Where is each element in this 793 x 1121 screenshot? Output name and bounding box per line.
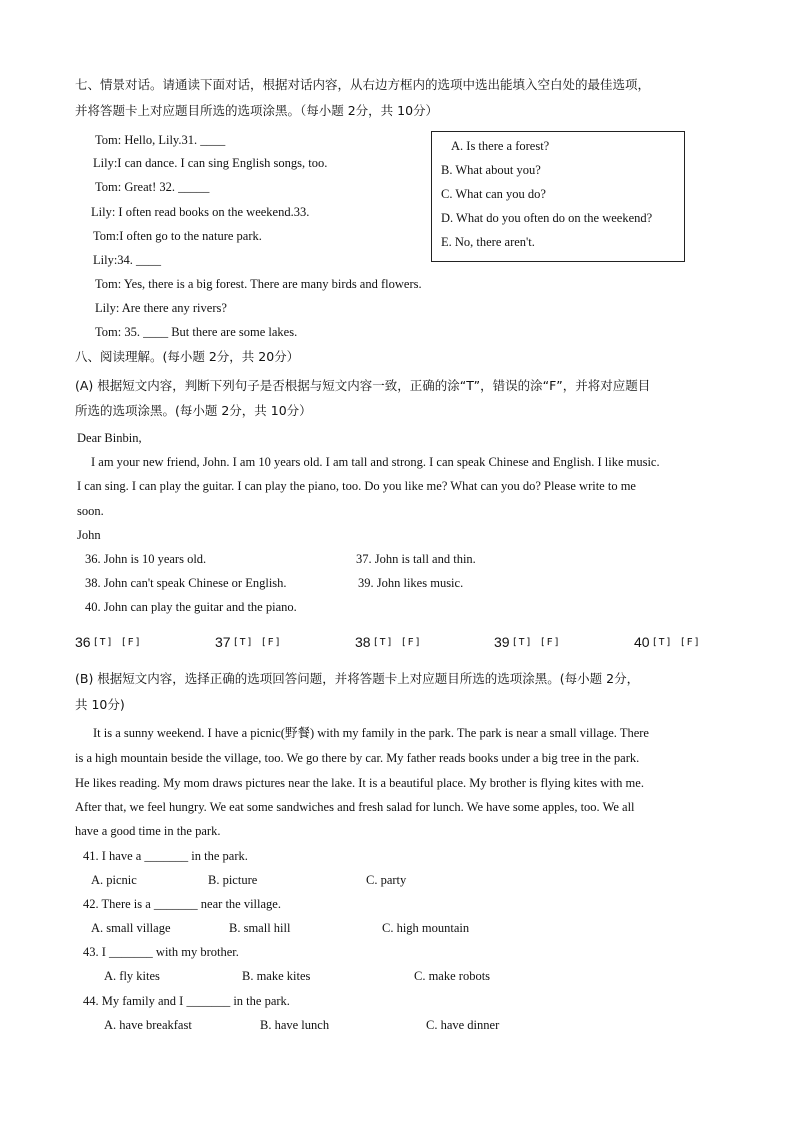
answer-card-number: 39 — [494, 634, 510, 650]
section7-heading-line2: 并将答题卡上对应题目所选的选项涂黑。（每小题 2分，共 10分） — [75, 103, 439, 118]
statement-40: 40. John can play the guitar and the piano. — [85, 600, 297, 614]
option-a: A. Is there a forest? — [451, 139, 550, 153]
letter-body-line: I am your new friend, John. I am 10 years old. I am tall and strong. I can speak Chinese and English. I like music. — [91, 455, 660, 469]
choice-42-c[interactable]: C. high mountain — [382, 921, 470, 935]
choice-43-b[interactable]: B. make kites — [242, 969, 311, 983]
answer-card-36[interactable] — [75, 634, 142, 652]
dialogue-line: Tom: Hello, Lily.31. ____ — [95, 133, 226, 147]
letter-greeting: Dear Binbin, — [77, 431, 142, 445]
question-42: 42. There is a _______ near the village. — [83, 897, 281, 911]
passage-line: After that, we feel hungry. We eat some sandwiches and fresh salad for lunch. We have some apples, too. We all — [75, 800, 635, 814]
letter-body-line: soon. — [77, 504, 104, 518]
dialogue-line: Tom: Yes, there is a big forest. There are many birds and flowers. — [95, 277, 422, 291]
options-box — [431, 131, 685, 262]
choice-42-b[interactable]: B. small hill — [229, 921, 291, 935]
option-c: C. What can you do? — [441, 187, 546, 201]
dialogue-line: Lily:34. ____ — [93, 253, 162, 267]
answer-card-40[interactable] — [634, 634, 701, 652]
tf-bubbles[interactable]: [T] [F] — [232, 637, 282, 648]
statement-39: 39. John likes music. — [358, 576, 464, 590]
answer-card-number: 40 — [634, 634, 650, 650]
option-b: B. What about you? — [441, 163, 541, 177]
option-e: E. No, there aren't. — [441, 235, 535, 249]
partB-instruction-line1: (B) 根据短文内容，选择正确的选项回答问题，并将答题卡上对应题目所选的选项涂黑。(每小题 2分， — [75, 671, 640, 686]
answer-card-39[interactable] — [494, 634, 561, 652]
partA-instruction-line2: 所选的选项涂黑。(每小题 2分，共 10分） — [75, 403, 312, 418]
dialogue-line: Tom: Great! 32. _____ — [95, 180, 210, 194]
choice-41-c[interactable]: C. party — [366, 873, 407, 887]
tf-bubbles[interactable]: [T] [F] — [511, 637, 561, 648]
partB-instruction-line2: 共 10分) — [75, 697, 125, 712]
partA-instruction-line1: (A) 根据短文内容，判断下列句子是否根据与短文内容一致，正确的涂“T”，错误的涂“F”，并将对应题目 — [75, 378, 651, 393]
choice-42-a[interactable]: A. small village — [91, 921, 171, 935]
tf-bubbles[interactable]: [T] [F] — [651, 637, 701, 648]
dialogue-line: Tom:I often go to the nature park. — [93, 229, 262, 243]
statement-37: 37. John is tall and thin. — [356, 552, 476, 566]
question-43: 43. I _______ with my brother. — [83, 945, 239, 959]
choice-41-b[interactable]: B. picture — [208, 873, 258, 887]
question-44: 44. My family and I _______ in the park. — [83, 994, 290, 1008]
answer-card-number: 38 — [355, 634, 371, 650]
letter-body-line: I can sing. I can play the guitar. I can play the piano, too. Do you like me? What can you do? Please write to me — [77, 479, 636, 493]
dialogue-line: Tom: 35. ____ But there are some lakes. — [95, 325, 298, 339]
passage-line: He likes reading. My mom draws pictures near the lake. It is a beautiful place. My brother is flying kites with me. — [75, 776, 644, 790]
tf-bubbles[interactable]: [T] [F] — [372, 637, 422, 648]
question-41: 41. I have a _______ in the park. — [83, 849, 248, 863]
passage-line: is a high mountain beside the village, too. We go there by car. My father reads books under a big tree in the park. — [75, 751, 640, 765]
tf-bubbles[interactable]: [T] [F] — [92, 637, 142, 648]
choice-43-c[interactable]: C. make robots — [414, 969, 491, 983]
choice-44-b[interactable]: B. have lunch — [260, 1018, 330, 1032]
answer-card-number: 36 — [75, 634, 91, 650]
letter-signature: John — [77, 528, 101, 542]
choice-43-a[interactable]: A. fly kites — [104, 969, 160, 983]
passage-line: have a good time in the park. — [75, 824, 221, 838]
section7-heading-line1: 七、情景对话。请通读下面对话，根据对话内容，从右边方框内的选项中选出能填入空白处的最佳选项， — [75, 77, 651, 92]
dialogue-line: Lily:I can dance. I can sing English songs, too. — [93, 156, 328, 170]
answer-card-number: 37 — [215, 634, 231, 650]
answer-card-37[interactable] — [215, 634, 282, 652]
passage-line: It is a sunny weekend. I have a picnic(野餐) with my family in the park. The park is near a small village. There — [93, 726, 649, 740]
statement-36: 36. John is 10 years old. — [85, 552, 207, 566]
statement-38: 38. John can't speak Chinese or English. — [85, 576, 287, 590]
choice-44-a[interactable]: A. have breakfast — [104, 1018, 192, 1032]
section8-heading: 八、阅读理解。(每小题 2分，共 20分） — [75, 349, 300, 364]
dialogue-line: Lily: I often read books on the weekend.33. — [91, 205, 310, 219]
answer-card-38[interactable] — [355, 634, 422, 652]
choice-41-a[interactable]: A. picnic — [91, 873, 137, 887]
choice-44-c[interactable]: C. have dinner — [426, 1018, 500, 1032]
option-d: D. What do you often do on the weekend? — [441, 211, 653, 225]
dialogue-line: Lily: Are there any rivers? — [95, 301, 227, 315]
